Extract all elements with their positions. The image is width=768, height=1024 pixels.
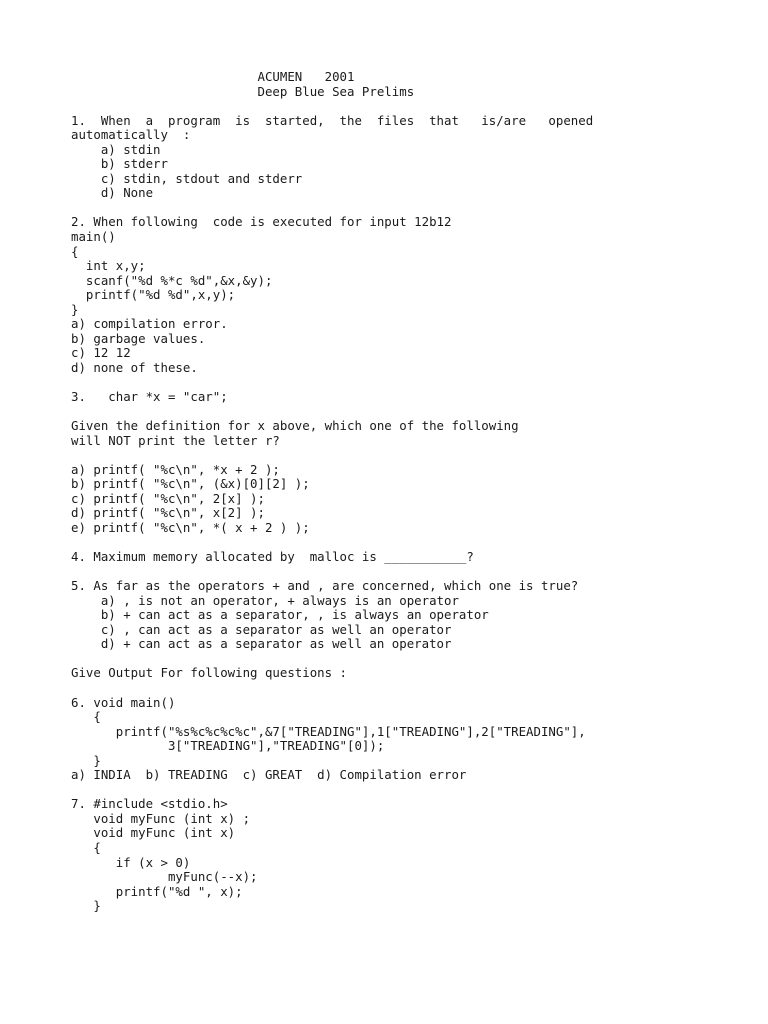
question-5-option-a: a) , is not an operator, + always is an operator — [71, 592, 459, 608]
blank-line — [71, 536, 751, 551]
question-3-option-a: a) printf( "%c\n", *x + 2 ); — [71, 461, 280, 477]
question-1-option-c: c) stdin, stdout and stderr — [71, 170, 303, 186]
blank-line — [71, 652, 751, 667]
question-5-text: 5. As far as the operators + and , are concerned, which one is true? — [71, 578, 579, 594]
question-7-code: myFunc(--x); — [71, 869, 258, 885]
question-5-option-c: c) , can act as a separator as well an operator — [71, 621, 452, 637]
question-1-option-a: a) stdin — [71, 141, 161, 157]
question-1-option-b: b) stderr — [71, 156, 168, 172]
question-7-code: 7. #include <stdio.h> — [71, 796, 228, 812]
question-3-text: Given the definition for x above, which one of the following — [71, 418, 519, 434]
document-subtitle: Deep Blue Sea Prelims — [71, 83, 415, 99]
blank-line — [71, 565, 751, 580]
blank-line — [71, 375, 751, 390]
question-2-code: scanf("%d %*c %d",&x,&y); — [71, 272, 273, 288]
blank-line — [71, 448, 751, 463]
question-1-text: automatically : — [71, 127, 191, 143]
question-3-option-c: c) printf( "%c\n", 2[x] ); — [71, 490, 265, 506]
question-1-text: 1. When a program is started, the files that is/are opened — [71, 112, 594, 128]
document-title: ACUMEN 2001 — [71, 69, 355, 84]
document-page — [71, 70, 751, 914]
question-2-option-c: c) 12 12 — [71, 345, 131, 361]
question-3-text: will NOT print the letter r? — [71, 432, 280, 448]
question-4-text: 4. Maximum memory allocated by malloc is ___________? — [71, 549, 474, 565]
question-2-option-a: a) compilation error. — [71, 316, 228, 332]
question-7-code: if (x > 0) — [71, 854, 191, 870]
question-3-code: 3. char *x = "car"; — [71, 389, 228, 405]
question-2-option-b: b) garbage values. — [71, 330, 206, 346]
question-1-option-d: d) None — [71, 185, 154, 201]
question-2-code: { — [71, 243, 79, 259]
blank-line — [71, 783, 751, 798]
question-7-code: printf("%d ", x); — [71, 883, 243, 899]
question-3-option-d: d) printf( "%c\n", x[2] ); — [71, 505, 265, 521]
blank-line — [71, 201, 751, 216]
question-2-code: printf("%d %d",x,y); — [71, 287, 236, 303]
question-2-text: 2. When following code is executed for input 12b12 — [71, 214, 452, 230]
question-2-code: } — [71, 301, 79, 317]
question-7-code: void myFunc (int x) — [71, 825, 236, 841]
question-2-option-d: d) none of these. — [71, 359, 198, 375]
section-heading: Give Output For following questions : — [71, 665, 348, 681]
question-3-option-e: e) printf( "%c\n", *( x + 2 ) ); — [71, 519, 310, 535]
blank-line — [71, 681, 751, 696]
question-2-code: int x,y; — [71, 258, 146, 274]
question-7-code: void myFunc (int x) ; — [71, 810, 251, 826]
question-6-code: 6. void main() — [71, 694, 176, 710]
question-6-code: } — [71, 752, 101, 768]
question-7-code: { — [71, 839, 101, 855]
question-3-option-b: b) printf( "%c\n", (&x)[0][2] ); — [71, 476, 310, 492]
question-7-code: } — [71, 898, 101, 914]
question-6-options: a) INDIA b) TREADING c) GREAT d) Compilation error — [71, 767, 467, 783]
question-6-code: printf("%s%c%c%c%c",&7["TREADING"],1["TREADING"],2["TREADING"], — [71, 723, 586, 739]
question-6-code: { — [71, 709, 101, 725]
question-6-code: 3["TREADING"],"TREADING"[0]); — [71, 738, 385, 754]
blank-line — [71, 99, 751, 114]
blank-line — [71, 405, 751, 420]
question-2-code: main() — [71, 229, 116, 245]
question-5-option-d: d) + can act as a separator as well an operator — [71, 636, 452, 652]
question-5-option-b: b) + can act as a separator, , is always an operator — [71, 607, 489, 623]
